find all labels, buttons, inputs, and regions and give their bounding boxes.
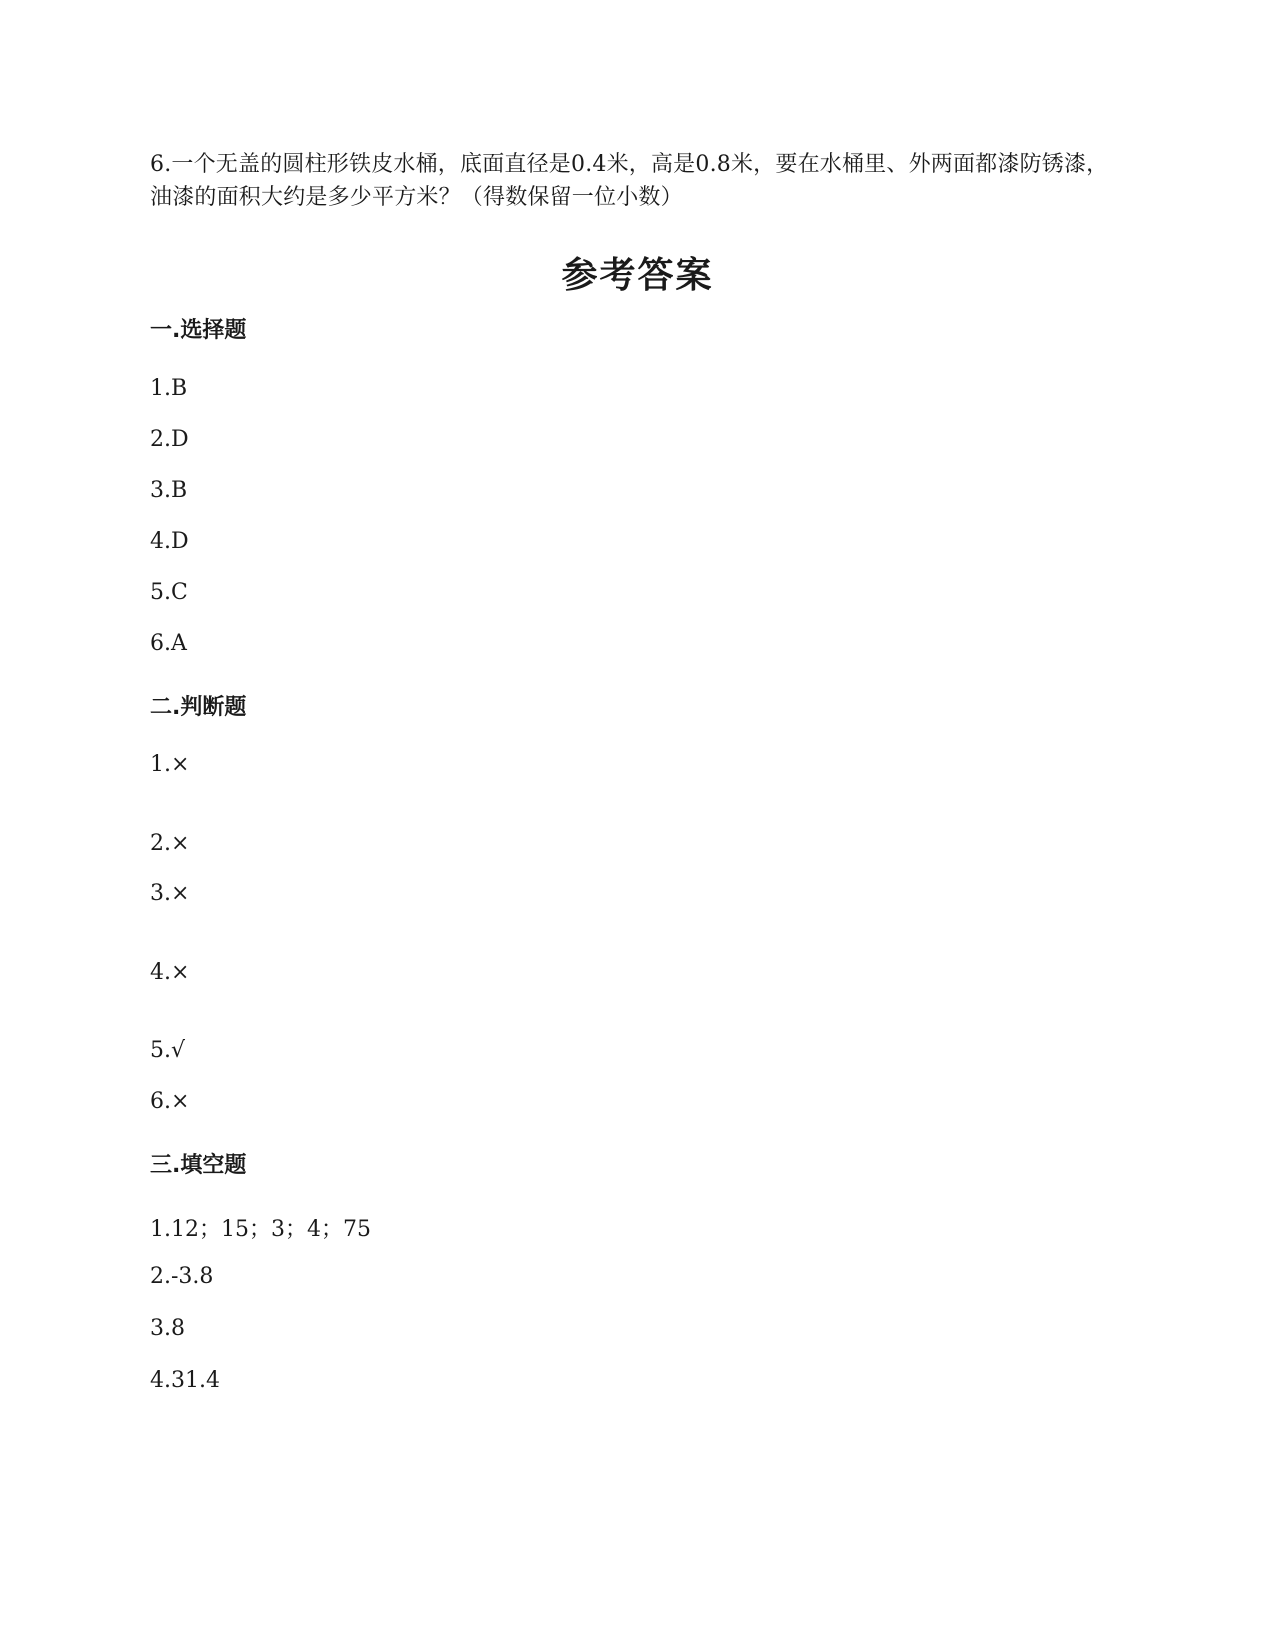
section-heading-choice: 一.选择题 <box>150 318 247 343</box>
answer-item: 1.× <box>150 752 190 777</box>
answer-item: 2.-3.8 <box>150 1264 214 1289</box>
answer-item: 6.A <box>150 631 187 656</box>
answer-item: 1.12；15；3；4；75 <box>150 1217 371 1242</box>
answer-item: 4.× <box>150 960 190 985</box>
answer-item: 3.8 <box>150 1316 185 1341</box>
answer-item: 2.D <box>150 427 189 452</box>
answer-item: 5.C <box>150 580 188 605</box>
answer-item: 4.31.4 <box>150 1368 220 1393</box>
answer-key-title: 参考答案 <box>561 255 714 296</box>
answer-item: 3.× <box>150 881 190 906</box>
section-heading-true-false: 二.判断题 <box>150 695 247 720</box>
answer-item: 3.B <box>150 478 188 503</box>
answer-item: 4.D <box>150 529 189 554</box>
answer-item: 1.B <box>150 376 188 401</box>
answer-item: 5.√ <box>150 1038 186 1063</box>
question-6-text: 6.一个无盖的圆柱形铁皮水桶，底面直径是0.4米，高是0.8米，要在水桶里、外两面都漆防锈漆，油漆的面积大约是多少平方米？（得数保留一位小数） <box>150 152 1109 210</box>
answer-item: 2.× <box>150 831 190 856</box>
answer-item: 6.× <box>150 1089 190 1114</box>
section-heading-fill-blank: 三.填空题 <box>150 1153 247 1178</box>
